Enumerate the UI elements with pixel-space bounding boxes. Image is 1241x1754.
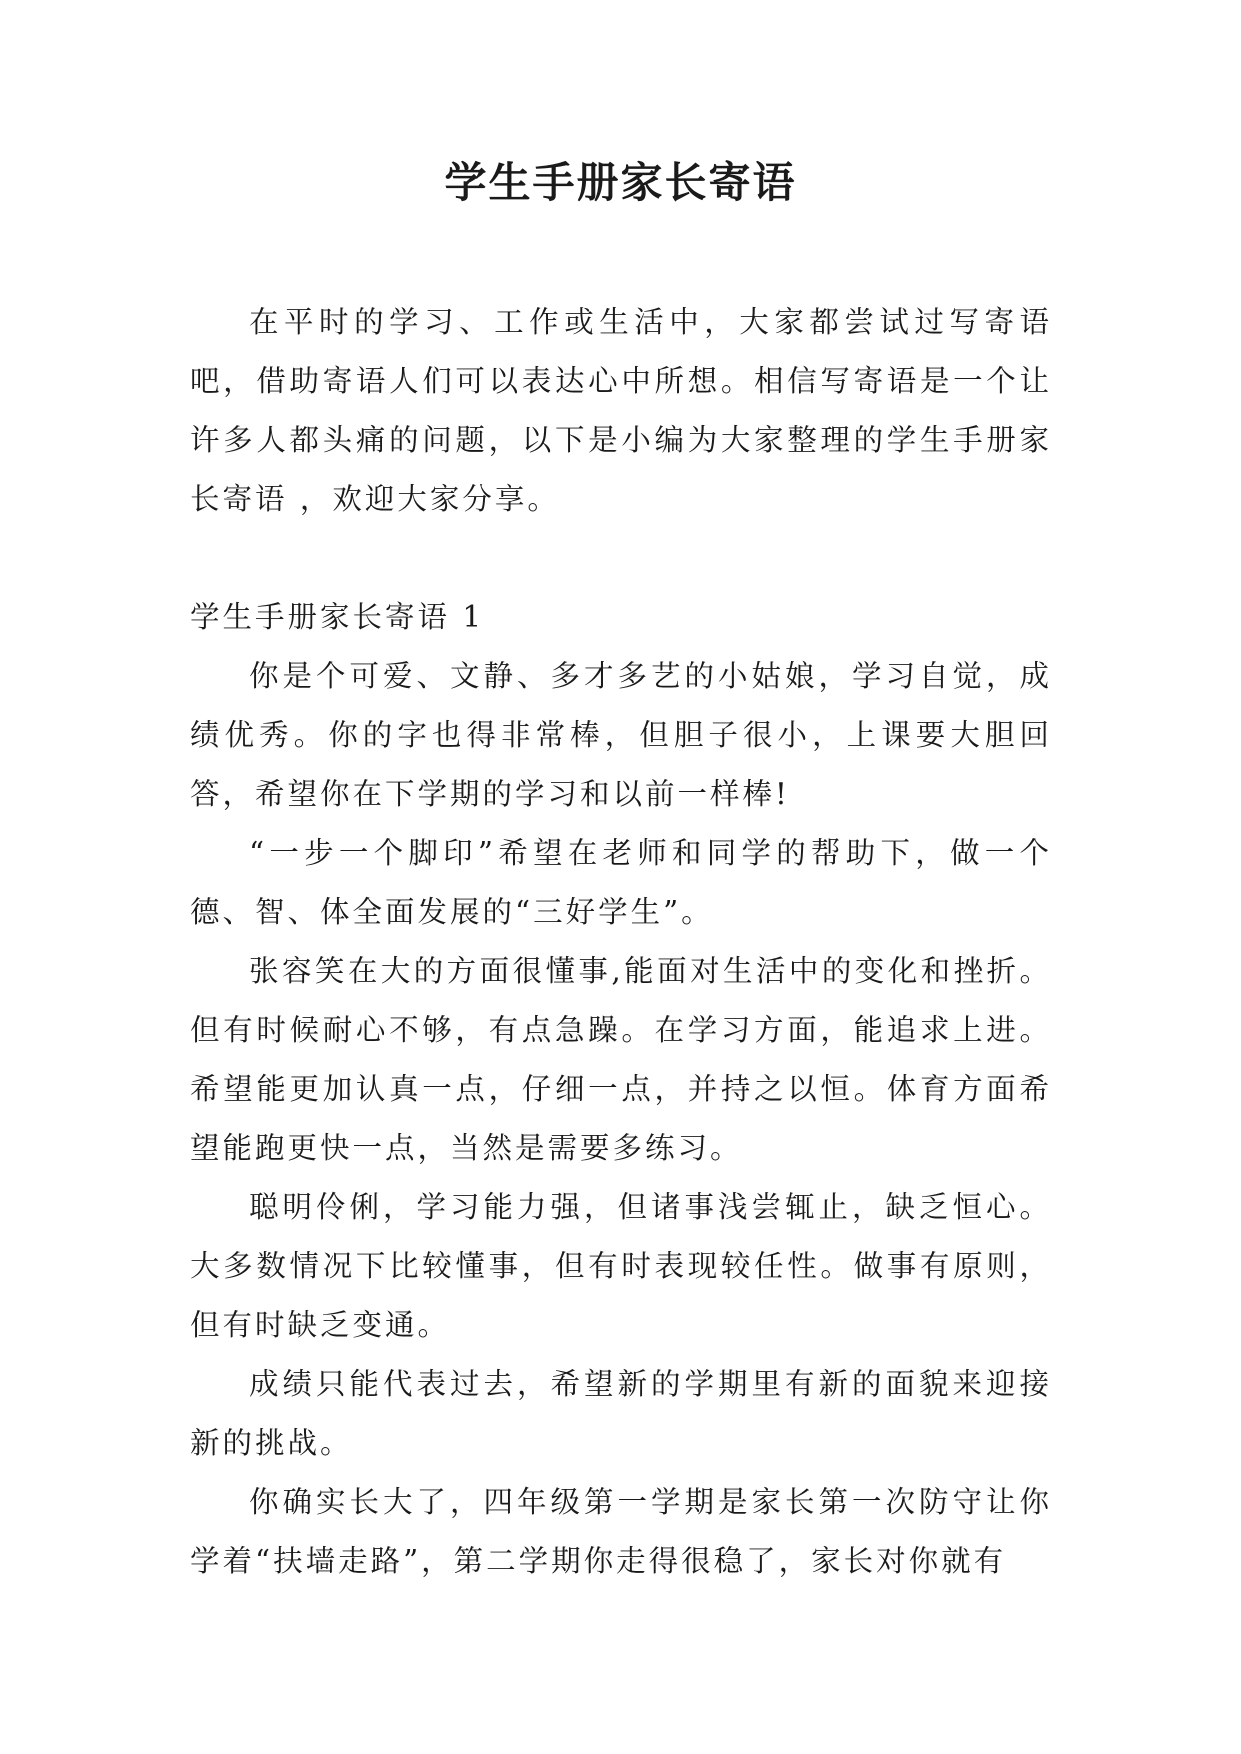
document-body <box>190 293 1052 1591</box>
body-paragraph: 你确实长大了，四年级第一学期是家长第一次防守让你学着“扶墙走路”，第二学期你走得很稳了，家长对你就有 <box>190 1485 1052 1578</box>
body-paragraph: 张容笑在大的方面很懂事,能面对生活中的变化和挫折。但有时候耐心不够，有点急躁。在学习方面，能追求上进。希望能更加认真一点，仔细一点，并持之以恒。体育方面希望能跑更快一点，当然是需要多练习。 <box>190 954 1052 1165</box>
body-paragraph: “一步一个脚印”希望在老师和同学的帮助下，做一个德、智、体全面发展的“三好学生”。 <box>190 836 1052 929</box>
body-paragraph: 聪明伶俐，学习能力强，但诸事浅尝辄止，缺乏恒心。大多数情况下比较懂事，但有时表现较任性。做事有原则，但有时缺乏变通。 <box>190 1190 1052 1342</box>
document-title: 学生手册家长寄语 <box>444 158 797 207</box>
body-paragraph: 你是个可爱、文静、多才多艺的小姑娘，学习自觉，成绩优秀。你的字也得非常棒，但胆子很小，上课要大胆回答，希望你在下学期的学习和以前一样棒! <box>190 659 1052 811</box>
body-paragraph: 成绩只能代表过去，希望新的学期里有新的面貌来迎接新的挑战。 <box>190 1367 1052 1460</box>
section-heading: 学生手册家长寄语 1 <box>190 600 485 634</box>
intro-paragraph: 在平时的学习、工作或生活中，大家都尝试过写寄语吧，借助寄语人们可以表达心中所想。相信写寄语是一个让许多人都头痛的问题，以下是小编为大家整理的学生手册家长寄语 ，欢迎大家分享。 <box>190 305 1052 516</box>
